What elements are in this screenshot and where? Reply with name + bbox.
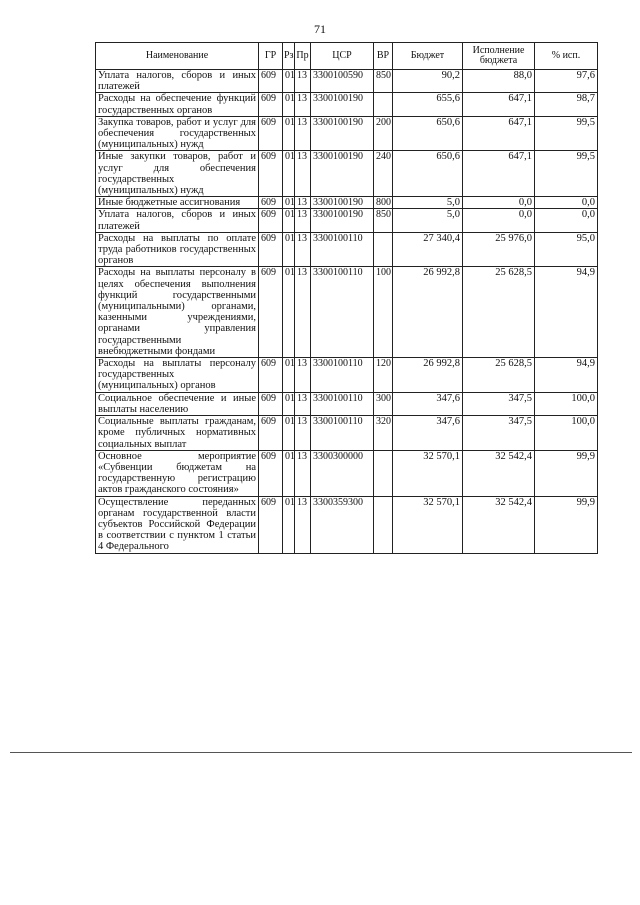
table-row	[96, 392, 598, 415]
row-name: Социальные выплаты гражданам, кроме публичных нормативных социальных выплат	[96, 416, 259, 451]
row-execution: 25 628,5	[463, 267, 535, 358]
row-pr: 13	[295, 232, 311, 267]
row-pr: 13	[295, 267, 311, 358]
row-name: Осуществление переданных органам государственной власти субъектов Российской Федерации в соответствии с пунктом 1 статьи 4 Федерального	[96, 496, 259, 553]
row-budget: 655,6	[393, 93, 463, 116]
row-vr: 300	[374, 392, 393, 415]
row-pr: 13	[295, 209, 311, 232]
row-budget: 32 570,1	[393, 496, 463, 553]
table-row	[96, 496, 598, 553]
row-gr: 609	[259, 358, 283, 393]
row-budget: 27 340,4	[393, 232, 463, 267]
row-name: Расходы на выплаты персоналу государственных (муниципальных) органов	[96, 358, 259, 393]
header-vr: ВР	[374, 43, 393, 70]
row-csr: 3300100110	[311, 267, 374, 358]
table-row	[96, 151, 598, 197]
row-name: Расходы на обеспечение функций государственных органов	[96, 93, 259, 116]
row-gr: 609	[259, 116, 283, 151]
row-rz: 01	[283, 496, 295, 553]
row-budget: 5,0	[393, 209, 463, 232]
row-name: Иные бюджетные ассигнования	[96, 197, 259, 209]
row-pr: 13	[295, 151, 311, 197]
row-execution: 25 628,5	[463, 358, 535, 393]
table-row	[96, 267, 598, 358]
row-gr: 609	[259, 496, 283, 553]
row-vr: 240	[374, 151, 393, 197]
row-gr: 609	[259, 93, 283, 116]
row-execution: 647,1	[463, 116, 535, 151]
header-budget: Бюджет	[393, 43, 463, 70]
row-percent: 99,5	[535, 116, 598, 151]
row-name: Закупка товаров, работ и услуг для обеспечения государственных (муниципальных) нужд	[96, 116, 259, 151]
row-pr: 13	[295, 116, 311, 151]
row-rz: 01	[283, 116, 295, 151]
row-execution: 0,0	[463, 209, 535, 232]
row-rz: 01	[283, 93, 295, 116]
table-row	[96, 197, 598, 209]
page-bottom-divider	[10, 752, 632, 753]
row-vr: 320	[374, 416, 393, 451]
row-gr: 609	[259, 209, 283, 232]
row-execution: 0,0	[463, 197, 535, 209]
row-csr: 3300100110	[311, 358, 374, 393]
row-name: Основное мероприятие «Субвенции бюджетам на государственную регистрацию актов гражданского состояния»	[96, 450, 259, 496]
row-vr	[374, 93, 393, 116]
row-execution: 347,5	[463, 392, 535, 415]
header-csr: ЦСР	[311, 43, 374, 70]
row-csr: 3300359300	[311, 496, 374, 553]
header-percent: % исп.	[535, 43, 598, 70]
row-pr: 13	[295, 93, 311, 116]
row-name: Иные закупки товаров, работ и услуг для обеспечения государственных (муниципальных) нужд	[96, 151, 259, 197]
row-percent: 0,0	[535, 197, 598, 209]
row-pr: 13	[295, 450, 311, 496]
table-row	[96, 70, 598, 93]
table-row	[96, 450, 598, 496]
row-budget: 347,6	[393, 392, 463, 415]
row-csr: 3300100110	[311, 416, 374, 451]
row-vr: 100	[374, 267, 393, 358]
row-budget: 32 570,1	[393, 450, 463, 496]
row-csr: 3300100590	[311, 70, 374, 93]
row-percent: 99,5	[535, 151, 598, 197]
row-gr: 609	[259, 151, 283, 197]
row-execution: 647,1	[463, 93, 535, 116]
table-row	[96, 93, 598, 116]
row-vr: 200	[374, 116, 393, 151]
row-percent: 100,0	[535, 416, 598, 451]
row-execution: 32 542,4	[463, 450, 535, 496]
row-gr: 609	[259, 232, 283, 267]
row-pr: 13	[295, 358, 311, 393]
header-name: Наименование	[96, 43, 259, 70]
header-row	[96, 43, 598, 70]
row-name: Социальное обеспечение и иные выплаты населению	[96, 392, 259, 415]
row-name: Уплата налогов, сборов и иных платежей	[96, 70, 259, 93]
row-csr: 3300100190	[311, 93, 374, 116]
row-percent: 0,0	[535, 209, 598, 232]
row-percent: 99,9	[535, 496, 598, 553]
header-rz: Рз	[283, 43, 295, 70]
row-rz: 01	[283, 197, 295, 209]
table-row	[96, 232, 598, 267]
row-execution: 25 976,0	[463, 232, 535, 267]
row-vr	[374, 232, 393, 267]
row-rz: 01	[283, 232, 295, 267]
row-budget: 650,6	[393, 151, 463, 197]
row-budget: 26 992,8	[393, 267, 463, 358]
row-rz: 01	[283, 450, 295, 496]
row-csr: 3300100190	[311, 116, 374, 151]
row-csr: 3300100190	[311, 209, 374, 232]
row-pr: 13	[295, 70, 311, 93]
table-row	[96, 416, 598, 451]
header-pr: Пр	[295, 43, 311, 70]
row-name: Уплата налогов, сборов и иных платежей	[96, 209, 259, 232]
row-percent: 98,7	[535, 93, 598, 116]
row-pr: 13	[295, 496, 311, 553]
row-rz: 01	[283, 416, 295, 451]
row-gr: 609	[259, 392, 283, 415]
row-execution: 347,5	[463, 416, 535, 451]
row-pr: 13	[295, 197, 311, 209]
table-row	[96, 209, 598, 232]
row-vr: 850	[374, 209, 393, 232]
row-csr: 3300100110	[311, 392, 374, 415]
row-rz: 01	[283, 151, 295, 197]
row-percent: 97,6	[535, 70, 598, 93]
row-vr: 800	[374, 197, 393, 209]
row-vr: 120	[374, 358, 393, 393]
row-gr: 609	[259, 267, 283, 358]
row-budget: 90,2	[393, 70, 463, 93]
header-gr: ГР	[259, 43, 283, 70]
table-row	[96, 116, 598, 151]
header-execution: Исполнение бюджета	[463, 43, 535, 70]
row-execution: 32 542,4	[463, 496, 535, 553]
row-name: Расходы на выплаты по оплате труда работников государственных органов	[96, 232, 259, 267]
row-percent: 94,9	[535, 267, 598, 358]
row-budget: 650,6	[393, 116, 463, 151]
row-gr: 609	[259, 450, 283, 496]
row-percent: 99,9	[535, 450, 598, 496]
row-gr: 609	[259, 416, 283, 451]
row-csr: 3300300000	[311, 450, 374, 496]
row-rz: 01	[283, 267, 295, 358]
row-rz: 01	[283, 358, 295, 393]
table-row	[96, 358, 598, 393]
page-number: 71	[314, 22, 326, 36]
row-csr: 3300100110	[311, 232, 374, 267]
row-name: Расходы на выплаты персоналу в целях обеспечения выполнения функций государственными (муниципальными) органами, казенными учреждениями, органами управления государственными внебюджетными фондами	[96, 267, 259, 358]
row-percent: 95,0	[535, 232, 598, 267]
row-percent: 100,0	[535, 392, 598, 415]
row-vr	[374, 496, 393, 553]
row-percent: 94,9	[535, 358, 598, 393]
row-pr: 13	[295, 416, 311, 451]
row-vr: 850	[374, 70, 393, 93]
row-rz: 01	[283, 392, 295, 415]
row-rz: 01	[283, 70, 295, 93]
row-csr: 3300100190	[311, 197, 374, 209]
row-csr: 3300100190	[311, 151, 374, 197]
row-vr	[374, 450, 393, 496]
row-gr: 609	[259, 70, 283, 93]
row-rz: 01	[283, 209, 295, 232]
row-budget: 5,0	[393, 197, 463, 209]
row-pr: 13	[295, 392, 311, 415]
row-budget: 347,6	[393, 416, 463, 451]
row-budget: 26 992,8	[393, 358, 463, 393]
row-execution: 647,1	[463, 151, 535, 197]
row-gr: 609	[259, 197, 283, 209]
row-execution: 88,0	[463, 70, 535, 93]
budget-execution-table	[95, 42, 598, 554]
